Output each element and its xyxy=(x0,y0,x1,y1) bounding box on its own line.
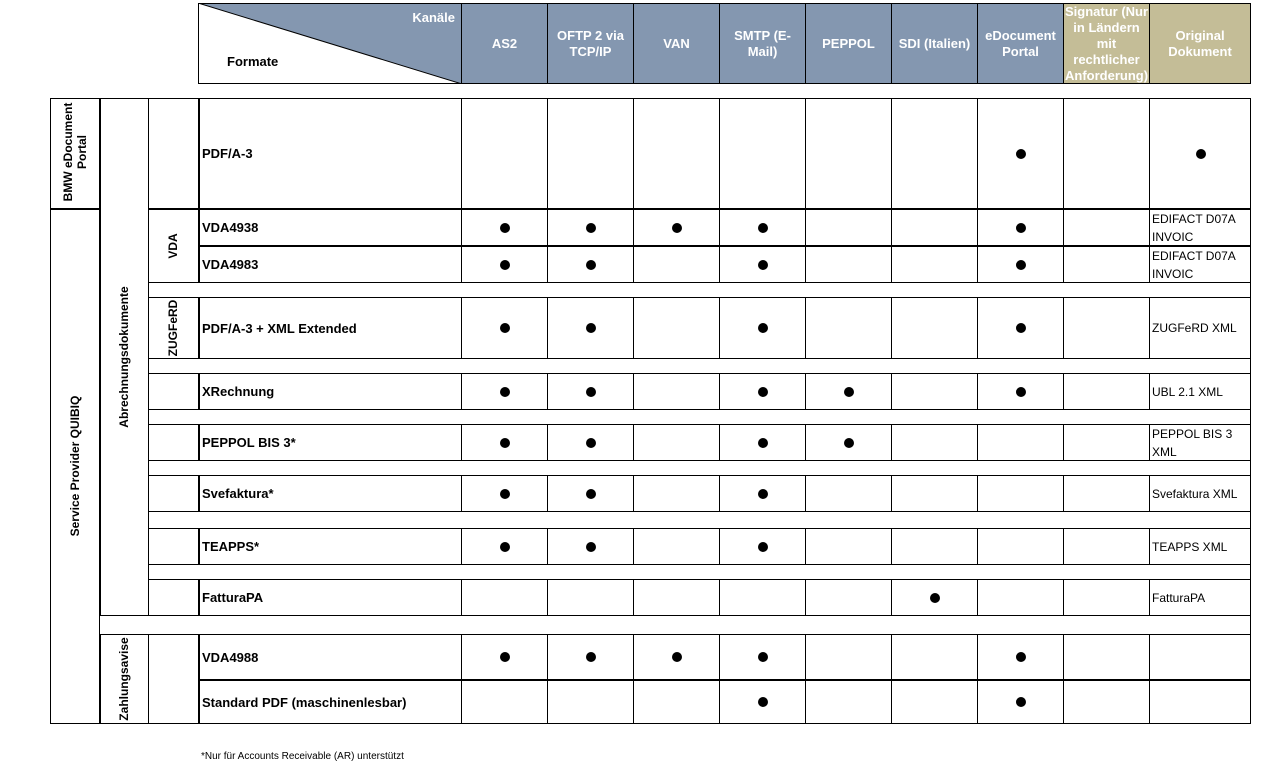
matrix-cell xyxy=(805,579,892,616)
format-label: PDF/A-3 + XML Extended xyxy=(199,297,462,359)
support-dot xyxy=(758,489,768,499)
original-document-label: EDIFACT D07A INVOIC xyxy=(1152,248,1236,281)
bmw-portal-label: BMW eDocument Portal xyxy=(61,102,89,202)
matrix-cell xyxy=(633,528,720,565)
matrix-cell xyxy=(805,297,892,359)
support-dot xyxy=(500,438,510,448)
format-label: PEPPOL BIS 3* xyxy=(199,424,462,461)
support-dot xyxy=(586,542,596,552)
formats-label: Formate xyxy=(227,54,279,69)
matrix-cell xyxy=(1063,373,1150,410)
support-dot xyxy=(672,652,682,662)
matrix-cell xyxy=(891,209,978,246)
matrix-cell xyxy=(805,246,892,283)
column-header: OFTP 2 via TCP/IP xyxy=(547,3,634,84)
matrix-cell xyxy=(805,634,892,680)
format-label: VDA4983 xyxy=(199,246,462,283)
matrix-cell xyxy=(461,98,548,209)
matrix-cell xyxy=(547,579,634,616)
support-dot xyxy=(586,489,596,499)
support-dot xyxy=(586,652,596,662)
matrix-cell xyxy=(1063,209,1150,246)
matrix-cell xyxy=(891,98,978,209)
group-spacer-cell xyxy=(148,98,199,209)
support-dot xyxy=(758,223,768,233)
column-header: Original Dokument xyxy=(1149,3,1251,84)
channels-label: Kanäle xyxy=(412,10,455,25)
column-header: VAN xyxy=(633,3,720,84)
vda-label: VDA xyxy=(166,233,180,259)
original-document-label: UBL 2.1 XML xyxy=(1152,384,1223,399)
column-header: SDI (Italien) xyxy=(891,3,978,84)
column-header: eDocument Portal xyxy=(977,3,1064,84)
format-label: XRechnung xyxy=(199,373,462,410)
support-dot xyxy=(1016,387,1026,397)
matrix-cell xyxy=(805,528,892,565)
original-document-label: FatturaPA xyxy=(1152,590,1206,605)
support-dot xyxy=(586,387,596,397)
original-document-label: EDIFACT D07A INVOIC xyxy=(1152,211,1236,244)
support-dot xyxy=(500,652,510,662)
support-dot xyxy=(500,542,510,552)
column-header: Signatur (Nur in Ländern mit rechtlicher Anforderung) xyxy=(1064,3,1149,83)
group-spacer-cell xyxy=(148,424,199,461)
matrix-cell xyxy=(1149,634,1251,680)
matrix-cell xyxy=(805,98,892,209)
format-label: Svefaktura* xyxy=(199,475,462,512)
matrix-cell xyxy=(1063,297,1150,359)
matrix-cell xyxy=(719,98,806,209)
support-dot xyxy=(758,652,768,662)
matrix-cell xyxy=(1063,528,1150,565)
matrix-cell xyxy=(891,680,978,724)
matrix-cell xyxy=(891,634,978,680)
column-header: PEPPOL xyxy=(805,3,892,84)
support-dot xyxy=(1016,149,1026,159)
matrix-cell xyxy=(1063,579,1150,616)
footnote: *Nur für Accounts Receivable (AR) unterstützt xyxy=(201,751,404,762)
matrix-cell xyxy=(1063,424,1150,461)
zahlungsavise-label: Zahlungsavise xyxy=(117,637,131,721)
matrix-cell xyxy=(891,528,978,565)
support-dot xyxy=(758,323,768,333)
column-header: SMTP (E-Mail) xyxy=(719,3,806,84)
support-dot xyxy=(758,387,768,397)
matrix-cell xyxy=(977,475,1064,512)
matrix-cell xyxy=(891,297,978,359)
matrix-cell xyxy=(633,579,720,616)
support-dot xyxy=(586,323,596,333)
abrechnungsdokumente-label: Abrechnungsdokumente xyxy=(117,286,131,428)
service-provider-label: Service Provider QUIBIQ xyxy=(68,395,82,537)
matrix-cell xyxy=(633,424,720,461)
matrix-cell xyxy=(633,246,720,283)
support-dot xyxy=(1016,652,1026,662)
support-dot xyxy=(500,260,510,270)
matrix-cell xyxy=(633,373,720,410)
matrix-cell xyxy=(977,424,1064,461)
matrix-cell xyxy=(805,209,892,246)
original-document-label: PEPPOL BIS 3 XML xyxy=(1152,426,1233,459)
group-spacer-cell xyxy=(148,373,199,410)
matrix-cell xyxy=(547,98,634,209)
format-label: PDF/A-3 xyxy=(199,98,462,209)
support-dot xyxy=(844,387,854,397)
support-dot xyxy=(1016,697,1026,707)
support-dot xyxy=(500,387,510,397)
matrix-cell xyxy=(633,475,720,512)
zugferd-label: ZUGFeRD xyxy=(166,299,180,357)
matrix-cell xyxy=(719,579,806,616)
support-dot xyxy=(500,223,510,233)
support-dot xyxy=(500,489,510,499)
group-spacer-cell xyxy=(148,475,199,512)
matrix-cell xyxy=(1063,246,1150,283)
original-dot xyxy=(1196,149,1206,159)
format-label: VDA4988 xyxy=(199,634,462,680)
group-spacer-cell xyxy=(148,634,199,724)
original-document-label: ZUGFeRD XML xyxy=(1152,321,1237,335)
matrix-cell xyxy=(891,246,978,283)
corner-header xyxy=(198,3,462,84)
matrix-cell xyxy=(805,680,892,724)
matrix-cell xyxy=(1063,475,1150,512)
group-spacer-cell xyxy=(148,528,199,565)
original-document-label: TEAPPS XML xyxy=(1152,539,1228,554)
matrix-cell xyxy=(891,424,978,461)
format-label: FatturaPA xyxy=(199,579,462,616)
matrix-cell xyxy=(1063,634,1150,680)
support-dot xyxy=(930,593,940,603)
support-dot xyxy=(586,438,596,448)
matrix-cell xyxy=(1063,98,1150,209)
format-label: TEAPPS* xyxy=(199,528,462,565)
matrix-cell xyxy=(547,680,634,724)
column-header: AS2 xyxy=(461,3,548,84)
matrix-cell xyxy=(461,579,548,616)
matrix-cell xyxy=(633,680,720,724)
support-dot xyxy=(672,223,682,233)
matrix-cell xyxy=(1063,680,1150,724)
support-dot xyxy=(586,223,596,233)
matrix-cell xyxy=(461,680,548,724)
support-dot xyxy=(1016,260,1026,270)
matrix-cell xyxy=(891,373,978,410)
support-dot xyxy=(844,438,854,448)
support-dot xyxy=(1016,323,1026,333)
support-dot xyxy=(500,323,510,333)
matrix-cell xyxy=(633,98,720,209)
support-dot xyxy=(758,260,768,270)
original-document-label: Svefaktura XML xyxy=(1152,486,1238,501)
group-spacer-cell xyxy=(148,579,199,616)
support-dot xyxy=(1016,223,1026,233)
support-dot xyxy=(758,438,768,448)
matrix-cell xyxy=(1149,680,1251,724)
matrix-cell xyxy=(891,475,978,512)
matrix-cell xyxy=(977,579,1064,616)
matrix-cell xyxy=(805,475,892,512)
support-dot xyxy=(586,260,596,270)
format-label: Standard PDF (maschinenlesbar) xyxy=(199,680,462,724)
matrix-cell xyxy=(633,297,720,359)
format-label: VDA4938 xyxy=(199,209,462,246)
support-dot xyxy=(758,697,768,707)
support-dot xyxy=(758,542,768,552)
matrix-cell xyxy=(977,528,1064,565)
